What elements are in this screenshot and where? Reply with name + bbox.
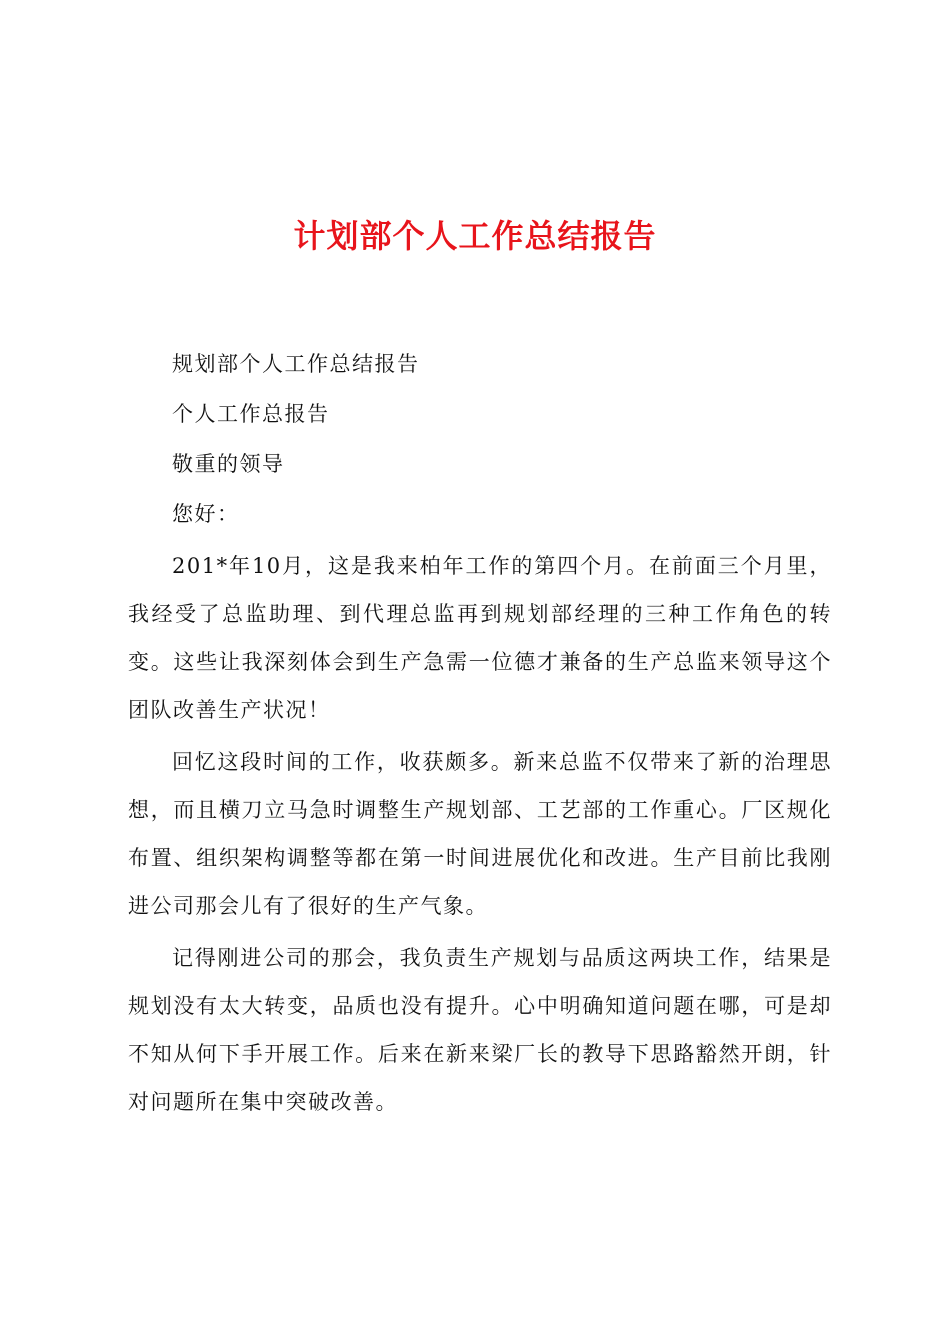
paragraph-greeting: 您好： <box>172 502 240 526</box>
paragraph-body-1: 201*年10月，这是我来柏年工作的第四个月。在前面三个月里，我经受了总监助理、到代理总监再到规划部经理的三种工作角色的转变。这些让我深刻体会到生产急需一位德才兼备的生产总监来领导这个团队改善生产状况！ <box>128 554 832 722</box>
paragraph-subtitle: 规划部个人工作总结报告 <box>172 352 420 376</box>
document-body <box>128 340 832 1126</box>
paragraph-body-3: 记得刚进公司的那会，我负责生产规划与品质这两块工作，结果是规划没有太大转变，品质也没有提升。心中明确知道问题在哪，可是却不知从何下手开展工作。后来在新来梁厂长的教导下思路豁然开朗，针对问题所在集中突破改善。 <box>128 946 832 1114</box>
paragraph-salutation: 敬重的领导 <box>172 452 285 476</box>
document-title: 计划部个人工作总结报告 <box>293 217 657 255</box>
paragraph-report-heading: 个人工作总报告 <box>172 402 330 426</box>
paragraph-body-2: 回忆这段时间的工作，收获颇多。新来总监不仅带来了新的治理思想，而且横刀立马急时调整生产规划部、工艺部的工作重心。厂区规化布置、组织架构调整等都在第一时间进展优化和改进。生产目前比我刚进公司那会儿有了很好的生产气象。 <box>128 750 832 918</box>
